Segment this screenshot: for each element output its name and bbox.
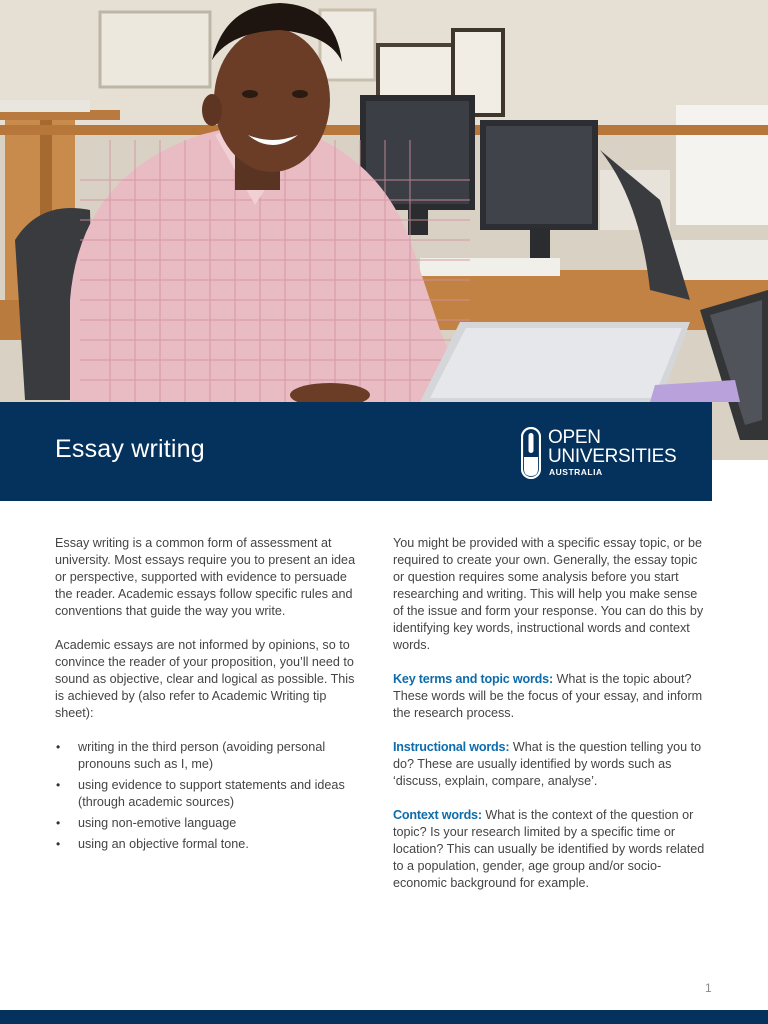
key-terms-paragraph — [393, 671, 711, 722]
open-universities-australia-logo — [521, 426, 691, 482]
topic-analysis-paragraph: You might be provided with a specific essay topic, or be required to create your own. Generally, the essay topic or question requires some analysis before you start researching and writing. This will help you make sense of the issue and form your response. You can do this by identifying key words, instructional words and context words. — [393, 536, 704, 652]
instructional-words-text: What is the question telling you to do? These are usually identified by words such as ‘discuss, explain, compare, analyse’. — [393, 740, 702, 788]
title-banner — [0, 402, 712, 501]
footer-bar — [0, 1010, 768, 1024]
context-words-paragraph — [393, 807, 711, 892]
instructional-words-paragraph — [393, 739, 711, 790]
key-terms-heading: Key terms and topic words: — [393, 672, 553, 686]
logo-text-universities: UNIVERSITIES — [548, 446, 677, 467]
context-words-heading: Context words: — [393, 808, 482, 822]
logo-mark-icon — [521, 427, 541, 479]
list-item: • using evidence to support statements and ideas (through academic sources) — [55, 777, 365, 811]
hero-photo — [0, 0, 768, 460]
list-item: • using an objective formal tone. — [55, 836, 365, 853]
objectivity-paragraph: Academic essays are not informed by opinions, so to convince the reader of your proposition, you’ll need to sound as objective, clear and logical as possible. This is achieved by (also refer to Academic Writing tip sheet): — [55, 638, 355, 720]
student-at-laptop-illustration — [0, 0, 768, 460]
context-words-text: What is the context of the question or topic? Is your research limited by a specific time or location? This can usually be identified by words related to a population, gender, age group and/or socio-economic background for example. — [393, 808, 705, 890]
key-terms-text: What is the topic about? These words will be the focus of your essay, and inform the research process. — [393, 672, 703, 720]
list-item: • writing in the third person (avoiding personal pronouns such as I, me) — [55, 739, 365, 773]
page-title: Essay writing — [55, 435, 205, 463]
list-item: • using non-emotive language — [55, 815, 365, 832]
instructional-words-heading: Instructional words: — [393, 740, 510, 754]
left-column — [55, 535, 365, 857]
writing-guidelines-list — [55, 739, 365, 853]
logo-text-open: OPEN — [548, 427, 601, 448]
intro-paragraph: Essay writing is a common form of assessment at university. Most essays require you to present an idea or perspective, supported with evidence to persuade the reader. Academic essays follow specific rules and conventions that guide the way you write. — [55, 536, 356, 618]
page-number: 1 — [705, 981, 712, 995]
logo-text-australia: AUSTRALIA — [549, 467, 603, 477]
right-column — [393, 535, 711, 892]
